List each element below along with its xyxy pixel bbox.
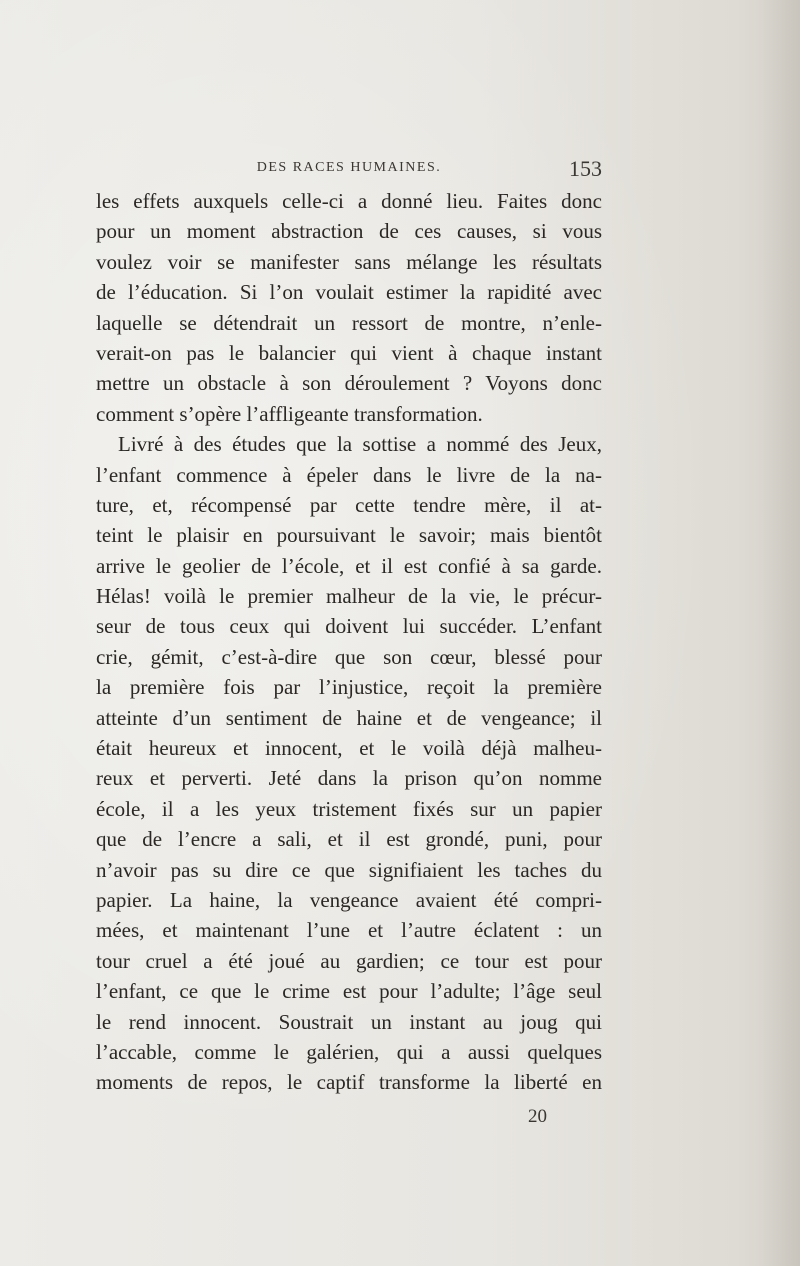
text-line: tour cruel a été joué au gardien; ce tour est pour (96, 948, 602, 973)
text-line: teint le plaisir en poursuivant le savoir; mais bientôt (96, 523, 602, 548)
body-text (96, 186, 602, 1098)
text-line: le rend innocent. Soustrait un instant au joug qui (96, 1009, 602, 1034)
text-line: Hélas! voilà le premier malheur de la vie, le précur- (96, 584, 602, 609)
text-line: voulez voir se manifester sans mélange les résultats (96, 249, 602, 274)
text-line: laquelle se détendrait un ressort de montre, n’enle- (96, 310, 602, 335)
text-line: verait-on pas le balancier qui vient à chaque instant (96, 340, 602, 365)
text-line: mées, et maintenant l’une et l’autre éclatent : un (96, 918, 602, 943)
text-line: l’enfant, ce que le crime est pour l’adulte; l’âge seul (96, 979, 602, 1004)
text-line: l’accable, comme le galérien, qui a aussi quelques (96, 1039, 602, 1064)
text-line: atteinte d’un sentiment de haine et de vengeance; il (96, 705, 602, 730)
text-line: n’avoir pas su dire ce que signifiaient les taches du (96, 857, 602, 882)
running-head (96, 156, 602, 186)
text-line: ture, et, récompensé par cette tendre mère, il at- (96, 492, 602, 517)
text-line: Livré à des études que la sottise a nommé des Jeux, (118, 432, 602, 457)
text-line: mettre un obstacle à son déroulement ? Voyons donc (96, 371, 602, 396)
text-line: l’enfant commence à épeler dans le livre de la na- (96, 462, 602, 487)
text-line: comment s’opère l’affligeante transformation. (96, 401, 483, 426)
page-number: 153 (569, 156, 602, 181)
text-line: crie, gémit, c’est-à-dire que son cœur, blessé pour (96, 644, 602, 669)
signature-mark: 20 (528, 1106, 547, 1127)
text-line: la première fois par l’injustice, reçoit la première (96, 675, 602, 700)
text-line: seur de tous ceux qui doivent lui succéder. L’enfant (96, 614, 602, 639)
text-line: reux et perverti. Jeté dans la prison qu’on nomme (96, 766, 602, 791)
text-line: les effets auxquels celle-ci a donné lieu. Faites donc (96, 189, 602, 213)
page-edge-shadow (760, 0, 800, 1266)
text-line: papier. La haine, la vengeance avaient été compri- (96, 887, 602, 912)
text-line: moments de repos, le captif transforme la liberté en (96, 1070, 602, 1095)
text-line: que de l’encre a sali, et il est grondé, puni, pour (96, 827, 602, 852)
text-line: de l’éducation. Si l’on voulait estimer la rapidité avec (96, 280, 602, 305)
text-line: école, il a les yeux tristement fixés sur un papier (96, 796, 602, 821)
running-title: DES RACES HUMAINES. (256, 160, 442, 175)
text-line: pour un moment abstraction de ces causes, si vous (96, 219, 602, 244)
text-line: arrive le geolier de l’école, et il est confié à sa garde. (96, 553, 602, 578)
text-line: était heureux et innocent, et le voilà déjà malheu- (96, 736, 602, 761)
